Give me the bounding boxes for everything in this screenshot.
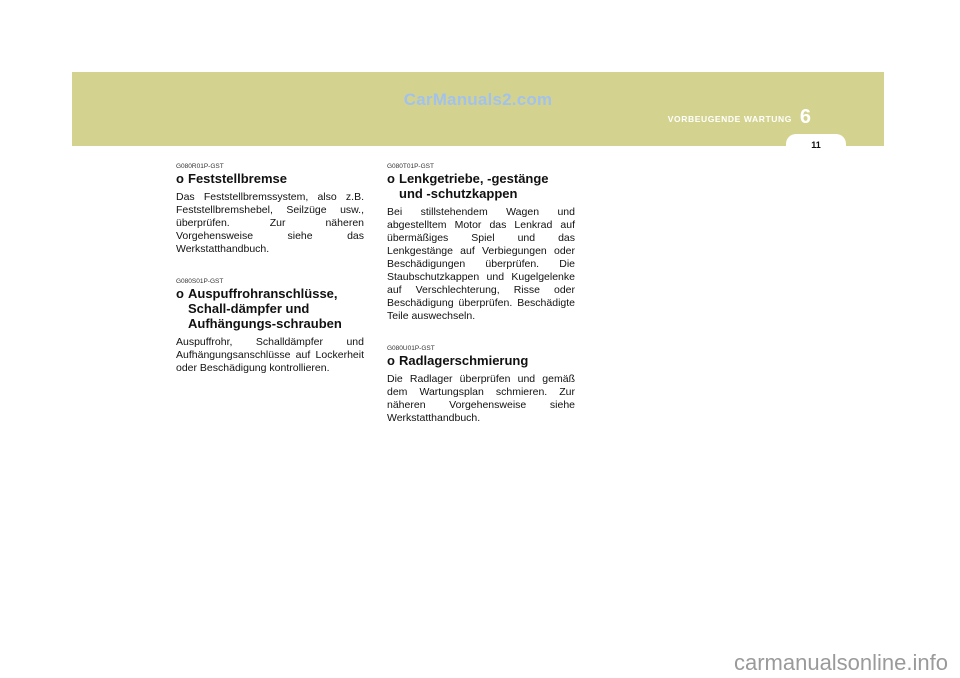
bullet: o — [387, 171, 395, 186]
right-column — [387, 163, 575, 447]
section-title: Feststellbremse — [188, 171, 287, 186]
section-code: G080S01P-GST — [176, 278, 224, 285]
section-body: Die Radlager überprüfen und gemäß dem Wartungsplan schmieren. Zur näheren Vorgehensweise siehe Werkstatthandbuch. — [387, 373, 575, 424]
chapter-number: 6 — [799, 106, 811, 128]
section-title: Auspuffrohranschlüsse, Schall-dämpfer und Aufhängungs-schrauben — [188, 286, 342, 331]
section-body: Das Feststellbremssystem, also z.B. Feststellbremshebel, Seilzüge usw., überprüfen. Zur näheren Vorgehensweise siehe das Werkstatthandbuch. — [176, 191, 364, 255]
watermark-top: CarManuals2.com — [403, 90, 553, 109]
watermark-bottom: carmanualsonline.info — [733, 650, 948, 675]
header-band — [72, 72, 884, 146]
section-wheel-bearing — [387, 345, 575, 425]
section-code: G080T01P-GST — [387, 163, 434, 170]
section-title: Radlagerschmierung — [399, 353, 529, 368]
section-title: Lenkgetriebe, -gestänge und -schutzkappen — [399, 171, 549, 201]
bullet: o — [387, 353, 395, 368]
bullet: o — [176, 171, 184, 186]
section-exhaust — [176, 278, 364, 375]
section-title: VORBEUGENDE WARTUNG — [667, 114, 792, 124]
section-heading — [176, 171, 364, 186]
left-column — [176, 163, 364, 397]
section-code: G080R01P-GST — [176, 163, 224, 170]
section-body: Bei stillstehendem Wagen und abgestelltem Motor das Lenkrad auf übermäßiges Spiel und das Lenkgestänge auf Verbiegungen oder Beschädigungen überprüfen. Die Staubschutzkappen und Kugelgelenke auf Verschlechterung, Risse oder Beschädigung überprüfen. Beschädigte Teile auswechseln. — [387, 206, 575, 322]
section-parking-brake — [176, 163, 364, 256]
section-code: G080U01P-GST — [387, 345, 435, 352]
page-number: 11 — [786, 134, 846, 154]
bullet: o — [176, 286, 184, 301]
section-heading — [176, 286, 364, 331]
section-heading — [387, 171, 575, 201]
section-steering — [387, 163, 575, 323]
section-body: Auspuffrohr, Schalldämpfer und Aufhängungsanschlüsse auf Lockerheit oder Beschädigung kontrollieren. — [176, 336, 364, 374]
section-heading — [387, 353, 575, 368]
